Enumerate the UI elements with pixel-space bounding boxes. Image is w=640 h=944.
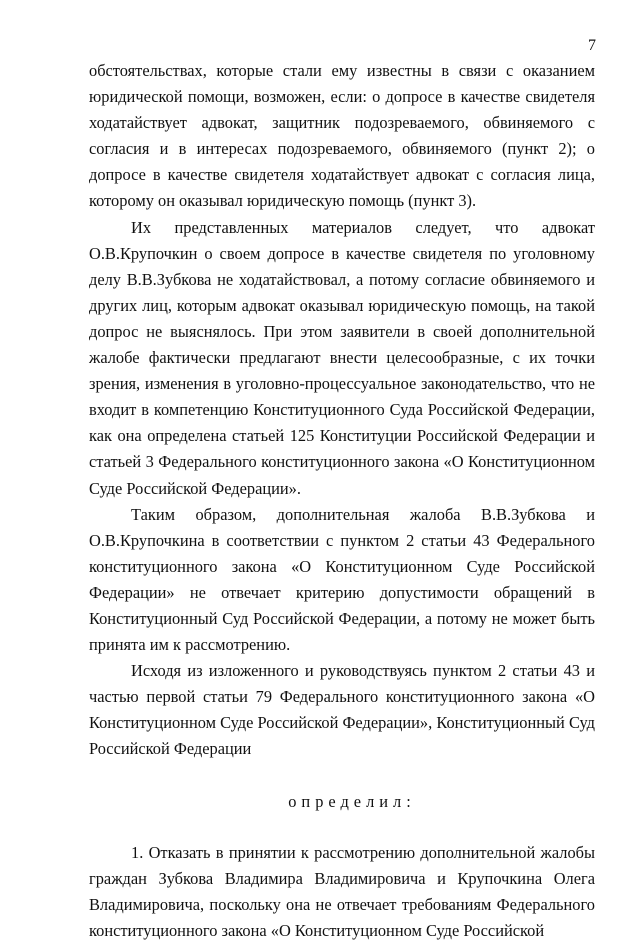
decision-item-1: 1. Отказать в принятии к рассмотрению дополнительной жалобы граждан Зубкова Владимира Владимировича и Крупочкина Олега Владимировича, поскольку она не отвечает требованиям Федерального конституционного закона «О Конституционном Суде Российской bbox=[89, 842, 595, 940]
page-number: 7 bbox=[588, 37, 596, 54]
decision-heading: определил: bbox=[288, 791, 416, 811]
paragraph-materials: Их представленных материалов следует, что адвокат О.В.Крупочкин о своем допросе в качестве свидетеля по уголовному делу В.В.Зубкова не ходатайствовал, а потому согласие обвиняемого и других лиц, которым адвокат оказывал юридическую помощь, на такой допрос не выяснялось. При этом заявители в своей дополнительной жалобе фактически предлагают внести целесообразные, с их точки зрения, изменения в уголовно-процессуальное законодательство, что не входит в компетенцию Конституционного Суда Российской Федерации, как она определена статьей 125 Конституции Российской Федерации и статьей 3 Федерального конституционного закона «О Конституционном Суде Российской Федерации». bbox=[89, 217, 595, 498]
paragraph-grounds: Исходя из изложенного и руководствуясь пунктом 2 статьи 43 и частью первой статьи 79 Федерального конституционного закона «О Конституционном Суде Российской Федерации», Конституционный Суд Российской Федерации bbox=[89, 661, 595, 759]
paragraph-continuation: обстоятельствах, которые стали ему известны в связи с оказанием юридической помощи, возможен, если: о допросе в качестве свидетеля ходатайствует адвокат, защитник подозреваемого, обвиняемого с согласия и в интересах подозреваемого, обвиняемого (пункт 2); о допросе в качестве свидетеля ходатайствует адвокат с согласия лица, которому он оказывал юридическую помощь (пункт 3). bbox=[89, 61, 595, 211]
document-body bbox=[89, 58, 595, 944]
paragraph-conclusion: Таким образом, дополнительная жалоба В.В.Зубкова и О.В.Крупочкина в соответствии с пунктом 2 статьи 43 Федерального конституционного закона «О Конституционном Суде Российской Федерации» не отвечает критерию допустимости обращений в Конституционный Суд Российской Федерации, а потому не может быть принята им к рассмотрению. bbox=[89, 504, 595, 655]
